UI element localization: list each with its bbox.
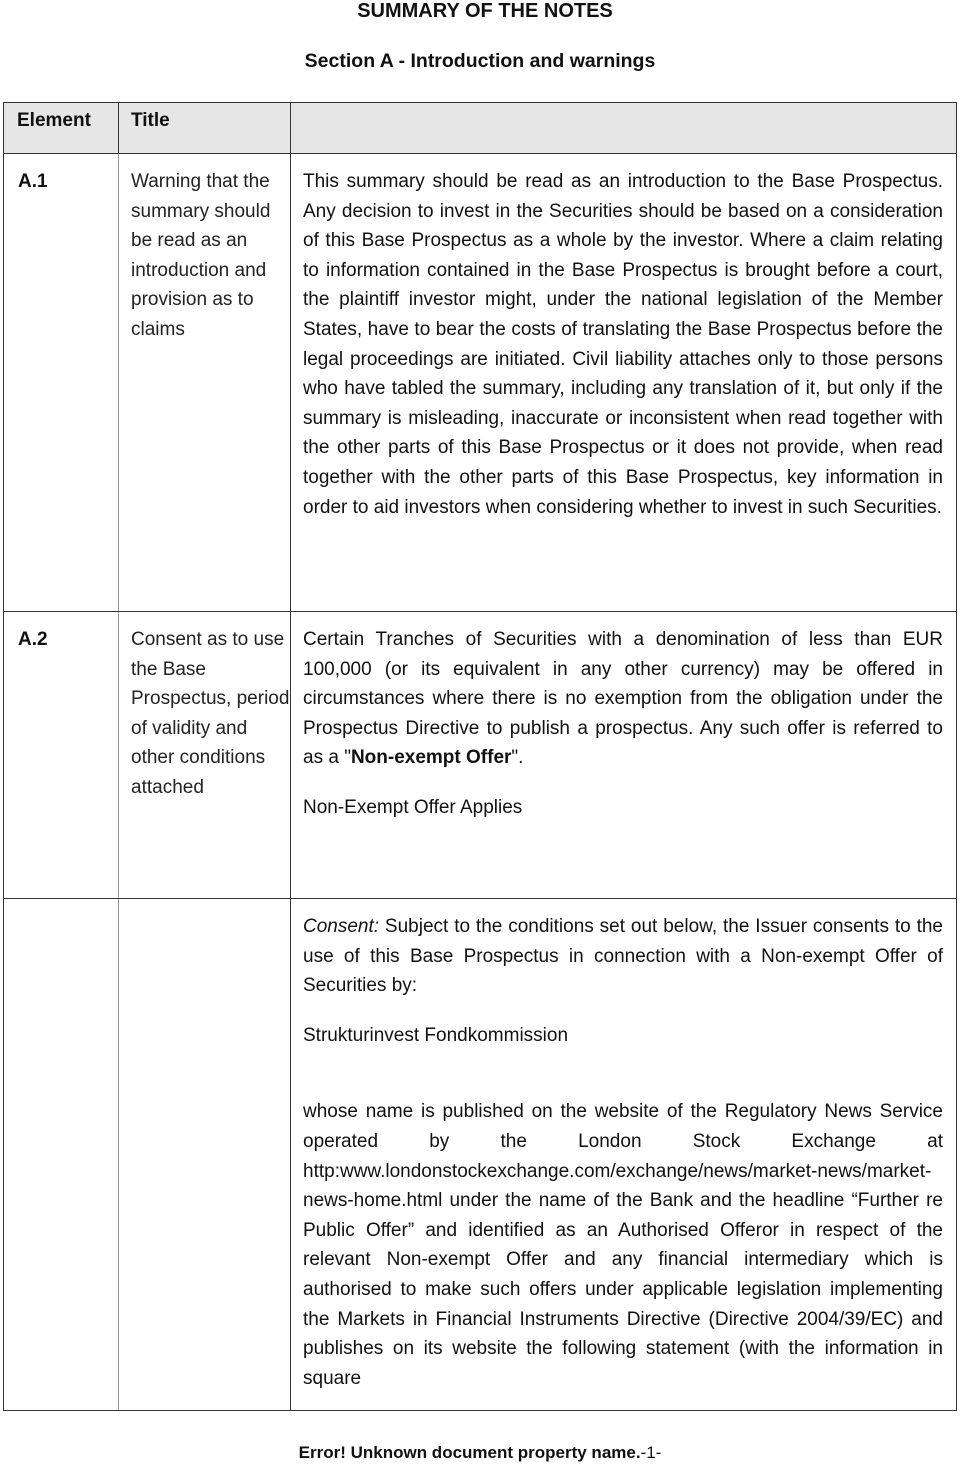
offeror-name: Strukturinvest Fondkommission — [303, 1024, 569, 1046]
document-title: SUMMARY OF THE NOTES — [357, 0, 613, 22]
section-title: Section A - Introduction and warnings — [304, 50, 656, 72]
table-row — [4, 899, 957, 1411]
summary-table — [3, 102, 957, 1411]
a2-text-post: ". — [511, 747, 524, 769]
header-element: Element — [4, 103, 119, 154]
table-row — [4, 612, 957, 899]
consent-text — [303, 912, 943, 1001]
header-blank — [291, 103, 957, 154]
element-code-empty — [4, 899, 119, 1411]
consent-body — [291, 899, 957, 1411]
page-number: -1- — [640, 1443, 662, 1462]
element-title: Warning that the summary should be read as an introduction and provision as to claims — [119, 154, 291, 612]
table-header-row — [4, 103, 957, 154]
a2-text — [303, 625, 943, 773]
consent-description: Subject to the conditions set out below, the Issuer consents to the use of this Base Prospectus in connection with a Non-exempt Offer of Securities by: — [303, 916, 943, 997]
element-code: A.1 — [4, 154, 119, 612]
non-exempt-offer-term: Non-exempt Offer — [350, 747, 512, 769]
element-title-empty — [119, 899, 291, 1411]
header-title: Title — [119, 103, 291, 154]
element-code: A.2 — [4, 612, 119, 899]
element-body — [291, 154, 957, 612]
whose-name-text: whose name is published on the website of the Regulatory News Service operated by the London Stock Exchange at http:www.londonstockexchange.com/exchange/news/market-news/market-news-home.html under the name of the Bank and the headline “Further re Public Offer” and identified as an Authorised Offeror in respect of the relevant Non-exempt Offer and any financial intermediary which is authorised to make such offers under applicable legislation implementing the Markets in Financial Instruments Directive (Directive 2004/39/EC) and publishes on its website the following statement (with the information in square — [303, 1101, 943, 1389]
footer-error-text: Error! Unknown document property name. — [298, 1443, 641, 1462]
element-body — [291, 612, 957, 899]
element-title: Consent as to use the Base Prospectus, period of validity and other conditions attached — [119, 612, 291, 899]
a1-text: This summary should be read as an introduction to the Base Prospectus. Any decision to invest in the Securities should be based on a consideration of this Base Prospectus as a whole by the investor. Where a claim relating to information contained in the Base Prospectus is brought before a court, the plaintiff investor might, under the national legislation of the Member States, have to bear the costs of translating the Base Prospectus before the legal proceedings are initiated. Civil liability attaches only to those persons who have tabled the summary, including any translation of it, but only if the summary is misleading, inaccurate or inconsistent when read together with the other parts of this Base Prospectus or it does not provide, when read together with the other parts of this Base Prospectus, key information in order to aid investors when considering whether to invest in such Securities. — [303, 171, 943, 518]
a2-text-pre: Certain Tranches of Securities with a denomination of less than EUR 100,000 (or its equivalent in any other currency) may be offered in circumstances where there is no exemption from the obligation under the Prospectus Directive to publish a prospectus. Any such offer is referred to as a " — [303, 629, 943, 769]
consent-label: Consent: — [303, 916, 380, 937]
page-footer — [0, 1443, 960, 1463]
non-exempt-applies: Non-Exempt Offer Applies — [303, 796, 523, 818]
table-row — [4, 154, 957, 612]
